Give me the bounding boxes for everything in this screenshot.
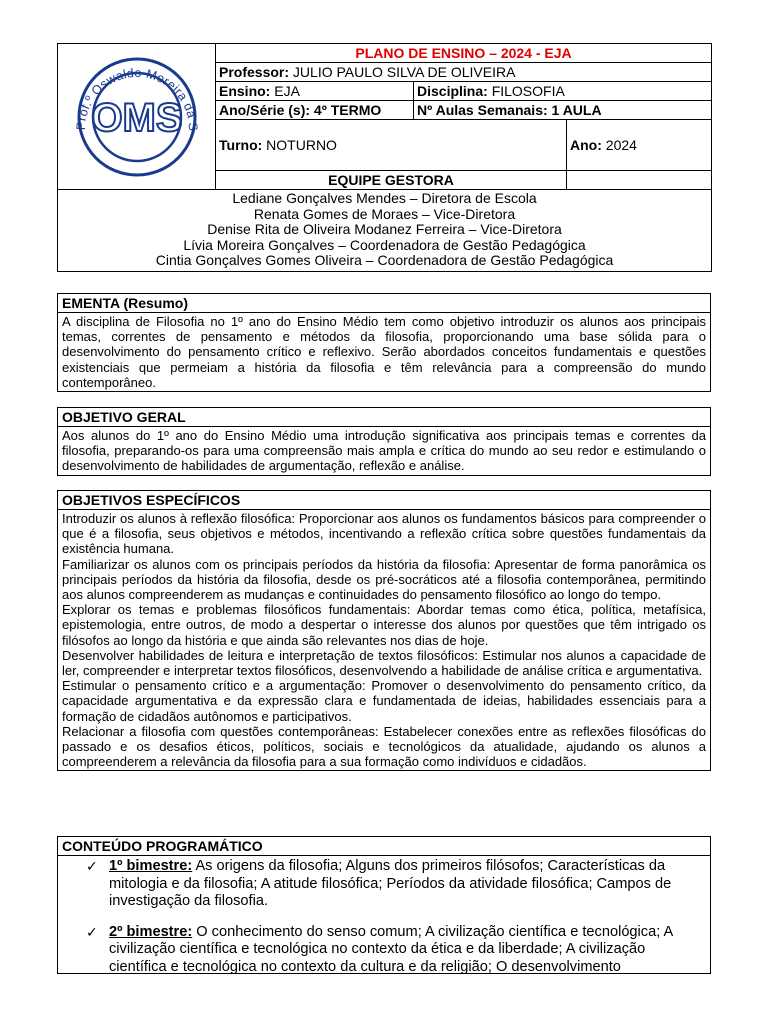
turno-cell (216, 120, 567, 171)
bimestre-item (62, 924, 706, 975)
objetivo-item: Familiarizar os alunos com os principais períodos da história da filosofia: Apresentar de forma panorâmica os principais períodos da história da filosofia, desde os pré-socráticos até a filosofia contemporânea, permitindo aos alunos compreenderem as mudanças e continuidades do pensamento filosófico ao longo do tempo. (62, 556, 706, 603)
aulas-semanais-cell: Nº Aulas Semanais: 1 AULA (414, 101, 712, 120)
team-member: Lívia Moreira Gonçalves – Coordenadora de Gestão Pedagógica (183, 236, 586, 253)
turno-label: Turno: (219, 136, 263, 153)
plan-title: PLANO DE ENSINO – 2024 - EJA (216, 44, 712, 63)
professor-cell (216, 63, 712, 82)
objetivos-especificos-section (57, 490, 711, 771)
objetivos-especificos-list (58, 510, 710, 770)
ensino-label: Ensino: (219, 82, 271, 99)
bimestre-label: 2º bimestre: (109, 923, 193, 940)
team-member: Lediane Gonçalves Mendes – Diretora de Escola (232, 190, 537, 206)
bimestre-text: As origens da filosofia; Alguns dos primeiros filósofos; Características da mitologia e da filosofia; A atitude filosófica; Períodos da atividade filosófica; Campos de investigação da filosofia. (109, 858, 672, 909)
ano-value: 2024 (605, 136, 637, 153)
objetivo-geral-title: OBJETIVO GERAL (58, 408, 710, 427)
check-icon: ✓ (86, 858, 98, 874)
logo-monogram: OMS (90, 96, 183, 140)
objetivos-especificos-title: OBJETIVOS ESPECÍFICOS (58, 491, 710, 510)
team-member: Renata Gomes de Moraes – Vice-Diretora (253, 205, 516, 222)
ensino-value: EJA (274, 82, 300, 99)
bimestre-text: O conhecimento do senso comum; A civilização científica e tecnológica; A civilização científica e tecnológica no contexto da ética e da liberdade; A civilização científica e tecnológica no contexto da cultura e da religião; O desenvolvimento (109, 923, 673, 974)
disciplina-label: Disciplina: (417, 82, 488, 99)
team-list (58, 190, 712, 272)
ementa-section (57, 293, 711, 392)
professor-label: Professor: (219, 63, 290, 80)
conteudo-section (57, 836, 711, 974)
check-icon: ✓ (86, 923, 98, 940)
empty-cell (567, 171, 712, 190)
conteudo-list (58, 856, 710, 974)
school-logo (59, 51, 215, 179)
ano-label: Ano: (570, 136, 602, 153)
objetivo-item: Explorar os temas e problemas filosóficos fundamentais: Abordar temas como ética, política, metafísica, epistemologia, entre outros, de modo a despertar o interesse dos alunos por questões que têm intrigado os filósofos ao longo da história e que ainda são relevantes nos dias de hoje. (62, 602, 706, 648)
header-table (57, 43, 712, 272)
ano-serie-cell: Ano/Série (s): 4º TERMO (216, 101, 414, 120)
conteudo-title: CONTEÚDO PROGRAMÁTICO (58, 837, 710, 856)
team-member: Cintia Gonçalves Gomes Oliveira – Coordenadora de Gestão Pedagógica (155, 252, 614, 268)
professor-value: JULIO PAULO SILVA DE OLIVEIRA (292, 63, 516, 80)
objetivo-item: Desenvolver habilidades de leitura e interpretação de textos filosóficos: Estimular nos alunos a capacidade de ler, compreender e interpretar textos filosóficos, desenvolvendo a habilidade de análise crítica e argumentativa. (62, 647, 706, 679)
logo-ring-text: Prof.º Oswaldo Moreira da S (73, 65, 200, 132)
team-member: Denise Rita de Oliveira Modanez Ferreira – Vice-Diretora (207, 221, 562, 237)
bimestre-item (62, 858, 706, 911)
objetivo-item: Introduzir os alunos à reflexão filosófica: Proporcionar aos alunos os fundamentos básicos para compreender o que é a filosofia, seus objetivos e métodos, incentivando a reflexão crítica sobre questões fundamentais da existência humana. (62, 511, 706, 557)
bimestre-label: 1º bimestre: (109, 858, 193, 874)
objetivo-item: Relacionar a filosofia com questões contemporâneas: Estabelecer conexões entre as reflexões filosóficas do passado e os desafios éticos, políticos, sociais e tecnológicos da atualidade, ajudando os alunos a compreenderem a relevância da filosofia para a sua formação como indivíduos e cidadãos. (62, 723, 706, 770)
objetivo-item: Estimular o pensamento crítico e a argumentação: Promover o desenvolvimento do pensamento crítico, da capacidade argumentativa e da expressão clara e fundamentada de ideias, habilidades essenciais para a formação de cidadãos autônomos e participativos. (62, 678, 706, 724)
objetivo-geral-text: Aos alunos do 1º ano do Ensino Médio uma introdução significativa aos principais temas e correntes da filosofia, preparando-os para uma compreensão mais ampla e crítica do mundo ao seu redor e estimulando o desenvolvimento de habilidades de argumentação, reflexão e análise. (62, 428, 706, 474)
ementa-text: A disciplina de Filosofia no 1º ano do Ensino Médio tem como objetivo introduzir os alunos aos principais temas, correntes de pensamento e métodos da filosofia, proporcionando uma base sólida para o desenvolvimento do pensamento crítico e reflexivo. Serão abordados conceitos fundamentais e questões existenciais que permeiam a história da filosofia e têm relevância para a compreensão do mundo contemporâneo. (62, 314, 706, 390)
ementa-title: EMENTA (Resumo) (58, 294, 710, 313)
turno-value: NOTURNO (266, 136, 337, 153)
ano-cell (567, 120, 712, 171)
ensino-cell (216, 82, 414, 101)
school-logo-cell (58, 44, 216, 190)
disciplina-value: FILOSOFIA (491, 82, 565, 99)
equipe-gestora-heading: EQUIPE GESTORA (216, 171, 567, 190)
disciplina-cell (414, 82, 712, 101)
objetivo-geral-section (57, 407, 711, 476)
